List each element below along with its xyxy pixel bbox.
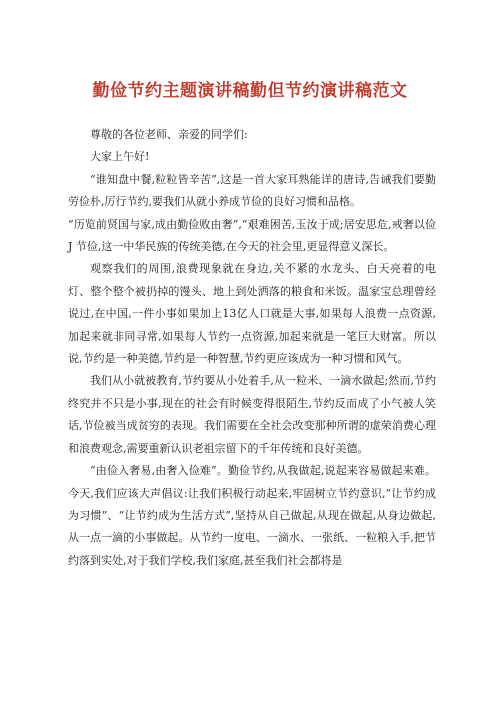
salutation: 尊敬的各位老师、亲爱的同学们: (90, 128, 248, 141)
paragraph: 观察我们的周围,浪费现象就在身边,关不紧的水龙头、白天亮着的电灯、整个整个被扔掉的馒头、地上到处洒落的粮食和米饭。温家宝总理曾经说过,在中国,一件小事如果加上13亿人口就是大事,如果每人浪费一点资源,加起来就非同寻常,如果每人节约一点资源,加起来就是一笔巨大财富。所以说,节约是一种美德,节约是一种智慧,节约更应该成为一种习惯和风气。 (68, 262, 436, 366)
paragraph: “由俭入奢易,由奢入俭难”。勤俭节约,从我做起,说起来容易做起来难。今天,我们应该大声倡议:让我们积极行动起来,牢固树立节约意识,“让节约成为习惯”、“让节约成为生活方式”,坚持从自己做起,从现在做起,从身边做起,从一点一滴的小事做起。从节约一度电、一滴水、一张纸、一粒粮入手,把节约落到实处,对于我们学校,我们家庭,甚至我们社会都将是 (68, 464, 436, 567)
greeting: 大家上午好! (90, 150, 150, 164)
paragraph: 我们从小就被教育,节约要从小处着手,从一粒米、一滴水做起;然而,节约终究并不只是小事,现在的社会有时候变得很陌生,节约反而成了小气被人笑话,节俭被当成贫穷的表现。我们需要在全社会改变那种所谓的虚荣消费心理和浪费观念,需要重新认识老祖宗留下的千年传统和良好美德。 (68, 374, 436, 455)
document-body (68, 124, 436, 572)
paragraph: “谁知盘中餐,粒粒皆辛苦”,这是一首大家耳熟能详的唐诗,告诫我们要勤劳俭朴,厉行节约,要我们从就小养成节俭的良好习惯和品格。 (68, 172, 436, 209)
paragraph: “历览前贤国与家,成由勤俭败由奢”,“艰难困苦,玉汝于成;居安思危,戒奢以俭 J 节俭,这一中华民族的传统美德,在今天的社会里,更显得意义深长。 (68, 217, 436, 254)
document-title: 勤俭节约主题演讲稿勤但节约演讲稿范文 (92, 81, 408, 101)
